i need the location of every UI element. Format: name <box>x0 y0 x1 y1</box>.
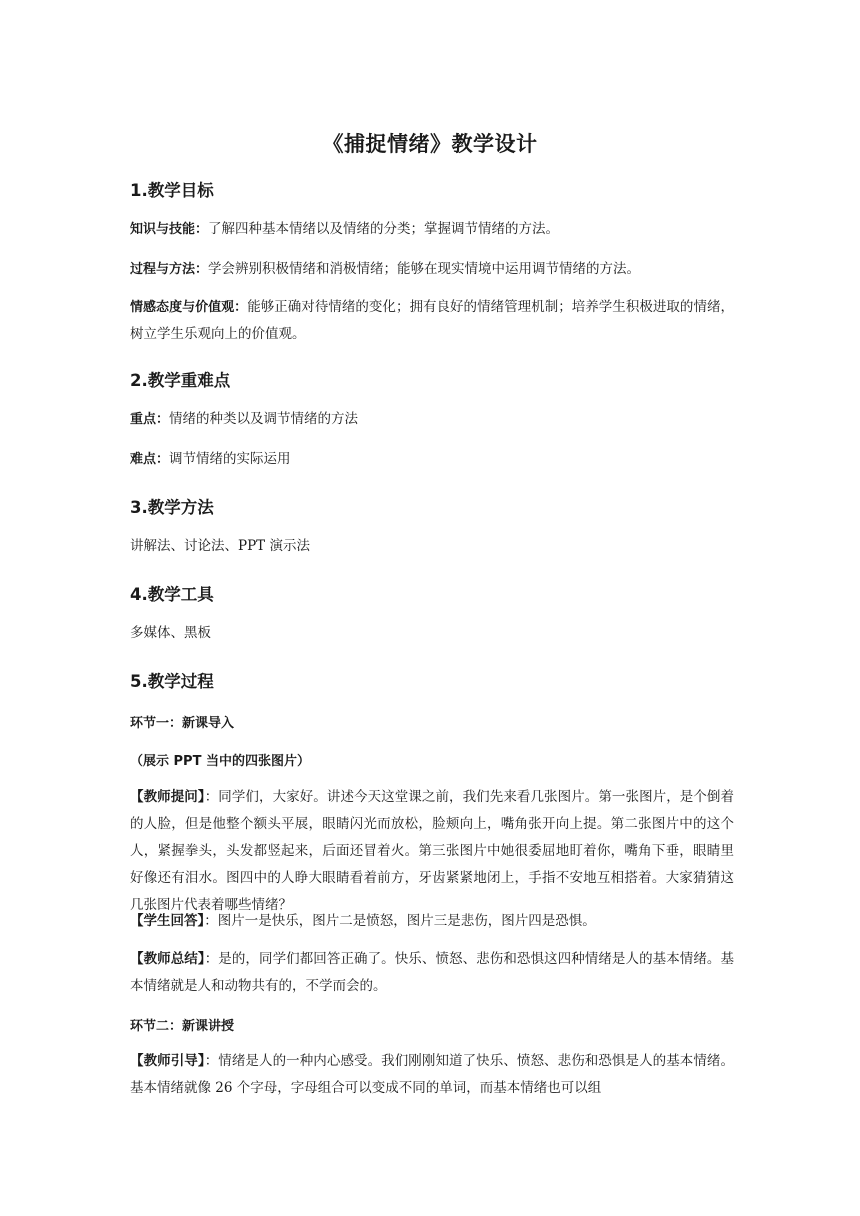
goal-process-label: 过程与方法： <box>130 262 209 277</box>
teacher-question-paragraph <box>130 784 734 919</box>
goal-knowledge <box>130 216 734 243</box>
teacher-summary-text: ：是的，同学们都回答正确了。快乐、愤怒、悲伤和恐惧这四种情绪是人的基本情绪。基本情绪就是人和动物共有的，不学而会的。 <box>130 951 735 994</box>
teacher-summary-tag: 【教师总结】 <box>130 951 205 967</box>
goal-attitude <box>130 294 734 348</box>
teacher-summary-paragraph <box>130 946 734 1000</box>
methods-text: 讲解法、讨论法、PPT 演示法 <box>130 538 310 554</box>
hard-point-label: 难点： <box>130 452 170 467</box>
section-heading-methods: 3.教学方法 <box>130 498 214 517</box>
key-point-text: 情绪的种类以及调节情绪的方法 <box>169 411 359 427</box>
section-heading-difficulty: 2.教学重难点 <box>130 371 231 390</box>
teacher-question-text: ：同学们，大家好。讲述今天这堂课之前，我们先来看几张图片。第一张图片，是个倒着的人脸，但是他整个额头平展，眼睛闪光而放松，脸颊向上，嘴角张开向上提。第二张图片中的这个人，紧握拳头，头发都竖起来，后面还冒着火。第三张图片中她很委屈地盯着你，嘴角下垂，眼睛里好像还有泪水。图四中的人睁大眼睛看着前方，牙齿紧紧地闭上，手指不安地互相搭着。大家猜猜这几张图片代表着哪些情绪？ <box>130 789 735 913</box>
student-answer-paragraph <box>130 908 734 935</box>
student-answer-text: ：图片一是快乐，图片二是愤怒，图片三是悲伤，图片四是恐惧。 <box>204 913 596 929</box>
section-heading-goals: 1.教学目标 <box>130 181 214 200</box>
key-point-label: 重点： <box>130 412 170 427</box>
page-title: 《捕捉情绪》教学设计 <box>322 132 538 156</box>
goal-knowledge-text: 了解四种基本情绪以及情绪的分类；掌握调节情绪的方法。 <box>208 221 560 237</box>
hard-point <box>130 446 734 473</box>
teacher-question-tag: 【教师提问】 <box>130 789 205 805</box>
hard-point-text: 调节情绪的实际运用 <box>169 451 291 467</box>
step-one-heading: 环节一：新课导入 <box>130 716 235 731</box>
goal-attitude-label: 情感态度与价值观： <box>130 300 248 315</box>
student-answer-tag: 【学生回答】 <box>130 913 205 929</box>
teacher-guide-paragraph <box>130 1048 734 1102</box>
goal-process <box>130 256 734 283</box>
step-two-heading: 环节二：新课讲授 <box>130 1019 235 1034</box>
key-point <box>130 406 734 433</box>
goal-knowledge-label: 知识与技能： <box>130 222 209 237</box>
ppt-note: （展示 PPT 当中的四张图片） <box>130 754 310 769</box>
section-heading-process: 5.教学过程 <box>130 672 214 691</box>
teacher-guide-tag: 【教师引导】 <box>130 1053 205 1069</box>
section-heading-tools: 4.教学工具 <box>130 585 214 604</box>
teacher-guide-text: ：情绪是人的一种内心感受。我们刚刚知道了快乐、愤怒、悲伤和恐惧是人的基本情绪。基本情绪就像 26 个字母，字母组合可以变成不同的单词，而基本情绪也可以组 <box>130 1053 735 1096</box>
goal-process-text: 学会辨别积极情绪和消极情绪；能够在现实情境中运用调节情绪的方法。 <box>208 261 641 277</box>
goal-attitude-text: 能够正确对待情绪的变化；拥有良好的情绪管理机制；培养学生积极进取的情绪，树立学生乐观向上的价值观。 <box>130 299 734 342</box>
tools-text: 多媒体、黑板 <box>130 625 211 641</box>
